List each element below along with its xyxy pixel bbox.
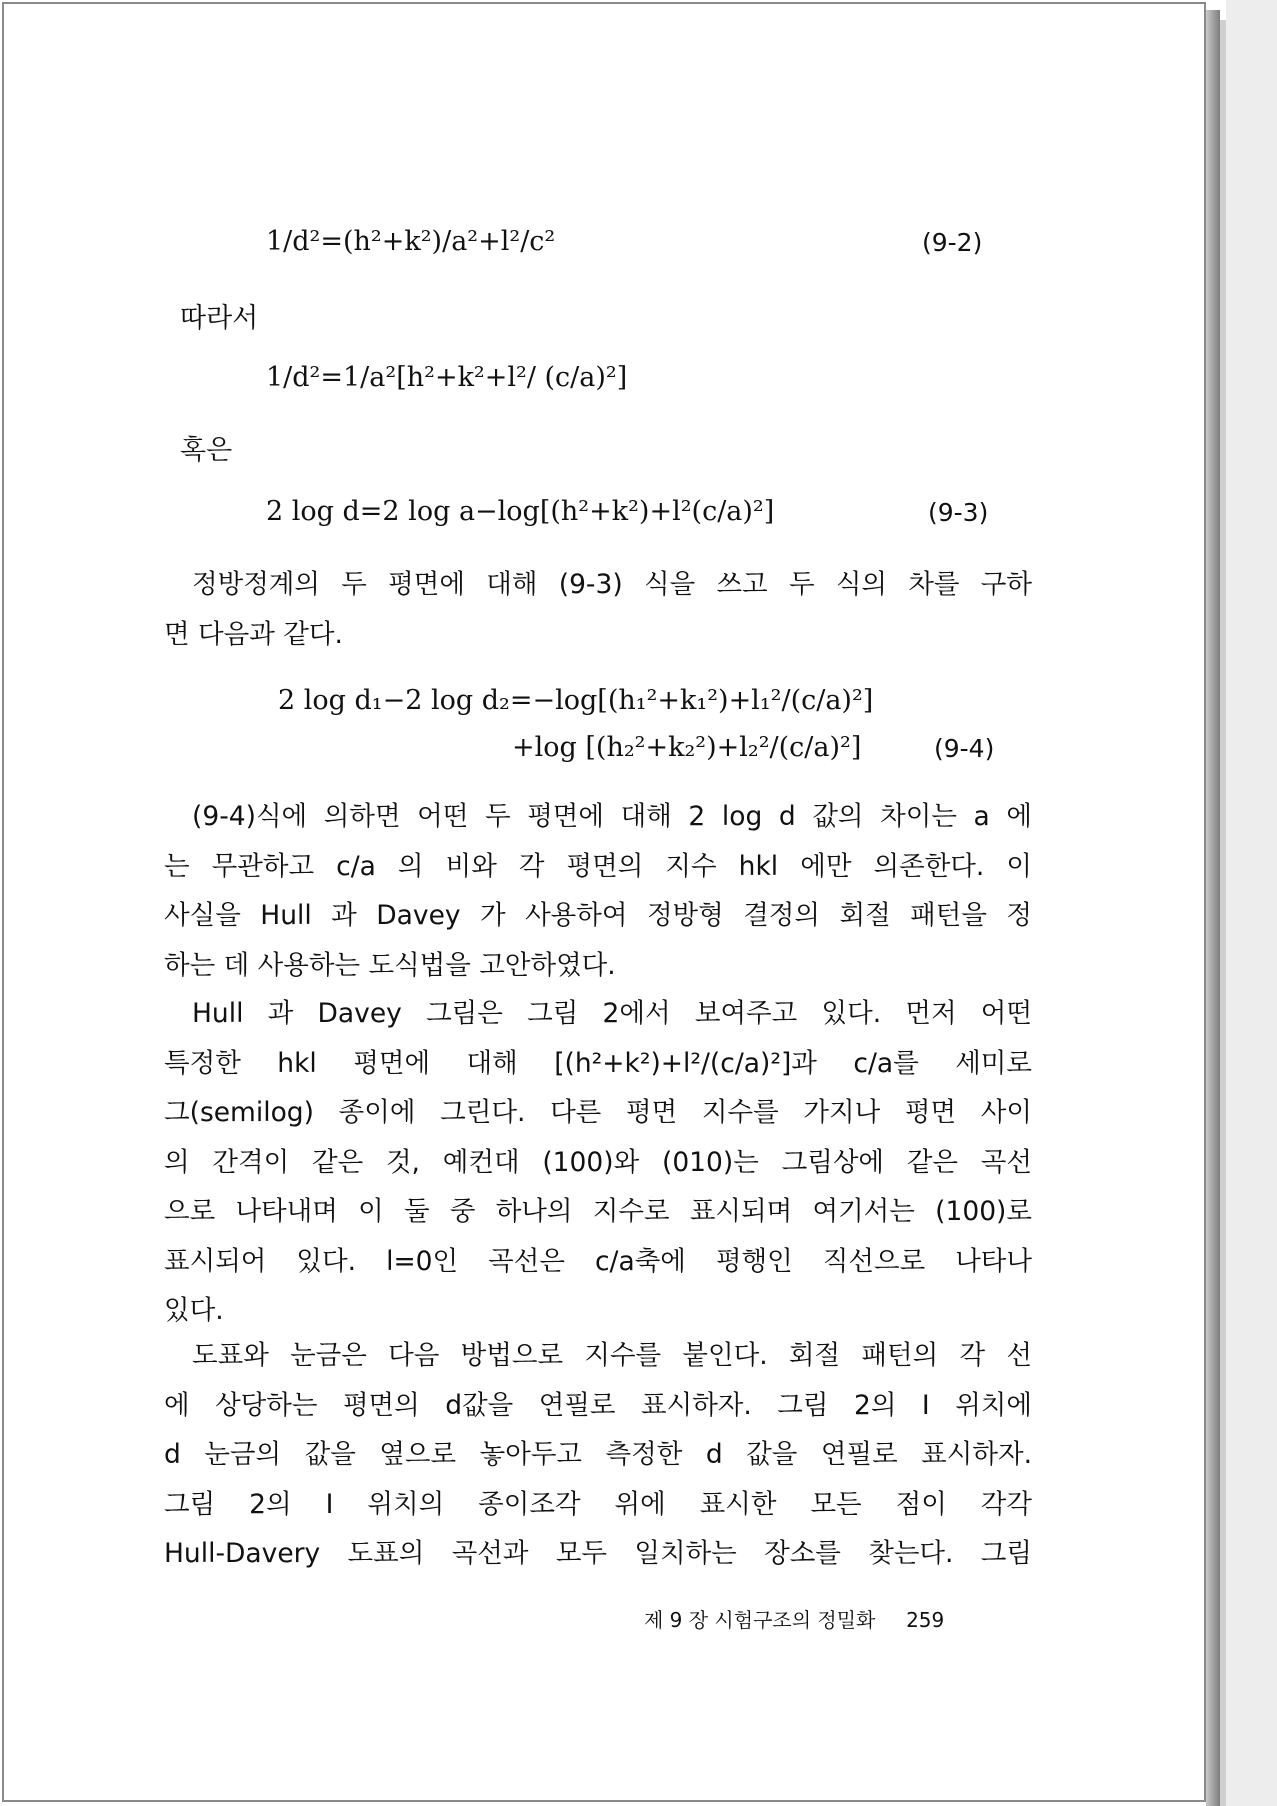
page-footer [644,1604,944,1633]
paragraph-1-line-1: 정방정계의 두 평면에 대해 (9-3) 식을 쓰고 두 식의 차를 구하 [192,569,1032,600]
paragraph-3 [164,989,1032,1336]
paragraph-2 [164,792,1032,990]
page-edge-shadow [1206,10,1220,1806]
paragraph-4-line-2: 에 상당하는 평면의 d값을 연필로 표시하자. 그림 2의 I 위치에 [164,1389,1032,1421]
equation-9-4-line-1: 2 log d₁−2 log d₂=−log[(h₁²+k₁²)+l₁²/(c/a)²] [278,685,874,716]
connector-therefore: 따라서 [180,303,259,334]
connector-or: 혹은 [180,435,233,466]
paragraph-4 [164,1331,1032,1579]
paragraph-1-line-2: 면 다음과 같다. [164,618,343,650]
equation-number-9-3: (9-3) [928,498,989,527]
paragraph-4-line-3: d 눈금의 값을 옆으로 놓아두고 측정한 d 값을 연필로 표시하자. [164,1439,1032,1470]
equation-number-9-4: (9-4) [934,734,995,763]
scan-margin [1226,0,1277,1806]
equation-9-2: 1/d²=(h²+k²)/a²+l²/c² [266,226,556,257]
paragraph-3-line-3: 그(semilog) 종이에 그린다. 다른 평면 지수를 가지나 평면 사이 [164,1097,1032,1128]
paragraph-4-line-4: 그림 2의 I 위치의 종이조각 위에 표시한 모든 점이 각각 [164,1488,1032,1520]
paragraph-3-line-2: 특정한 hkl 평면에 대해 [(h²+k²)+l²/(c/a)²]과 c/a를 세미로 [164,1047,1032,1079]
paragraph-3-line-5: 으로 나타내며 이 둘 중 하나의 지수로 표시되며 여기서는 (100)로 [164,1196,1032,1227]
paragraph-4-line-5: Hull-Davery 도표의 곡선과 모두 일치하는 장소를 찾는다. 그림 [164,1538,1032,1569]
paragraph-2-line-4: 하는 데 사용하는 도식법을 고안하였다. [164,949,616,981]
paragraph-3-line-7: 있다. [164,1295,224,1326]
paragraph-2-line-1: (9-4)식에 의하면 어떤 두 평면에 대해 2 log d 값의 차이는 a 에 [192,801,1032,832]
paragraph-2-line-2: 는 무관하고 c/a 의 비와 각 평면의 지수 hkl 에만 의존한다. 이 [164,850,1032,882]
paragraph-1 [164,560,1032,659]
paragraph-4-line-1: 도표와 눈금은 다음 방법으로 지수를 붙인다. 회절 패턴의 각 선 [192,1340,1032,1371]
chapter-title: 제 9 장 시험구조의 정밀화 [644,1608,876,1632]
equation-9-4-line-2: +log [(h₂²+k₂²)+l₂²/(c/a)²] [512,732,862,763]
page-number: 259 [906,1608,945,1632]
paragraph-2-line-3: 사실을 Hull 과 Davey 가 사용하여 정방형 결정의 회절 패턴을 정 [164,900,1032,931]
paragraph-3-line-4: 의 간격이 같은 것, 예컨대 (100)와 (010)는 그림상에 같은 곡선 [164,1146,1032,1178]
paragraph-3-line-1: Hull 과 Davey 그림은 그림 2에서 보여주고 있다. 먼저 어떤 [192,998,1032,1029]
equation-number-9-2: (9-2) [922,228,983,257]
paragraph-3-line-6: 표시되어 있다. l=0인 곡선은 c/a축에 평행인 직선으로 나타나 [164,1245,1032,1277]
page-edge-shadow-2 [1220,20,1226,1806]
equation-unnumbered: 1/d²=1/a²[h²+k²+l²/ (c/a)²] [266,362,628,393]
equation-9-3: 2 log d=2 log a−log[(h²+k²)+l²(c/a)²] [266,496,775,527]
book-page [2,2,1206,1802]
